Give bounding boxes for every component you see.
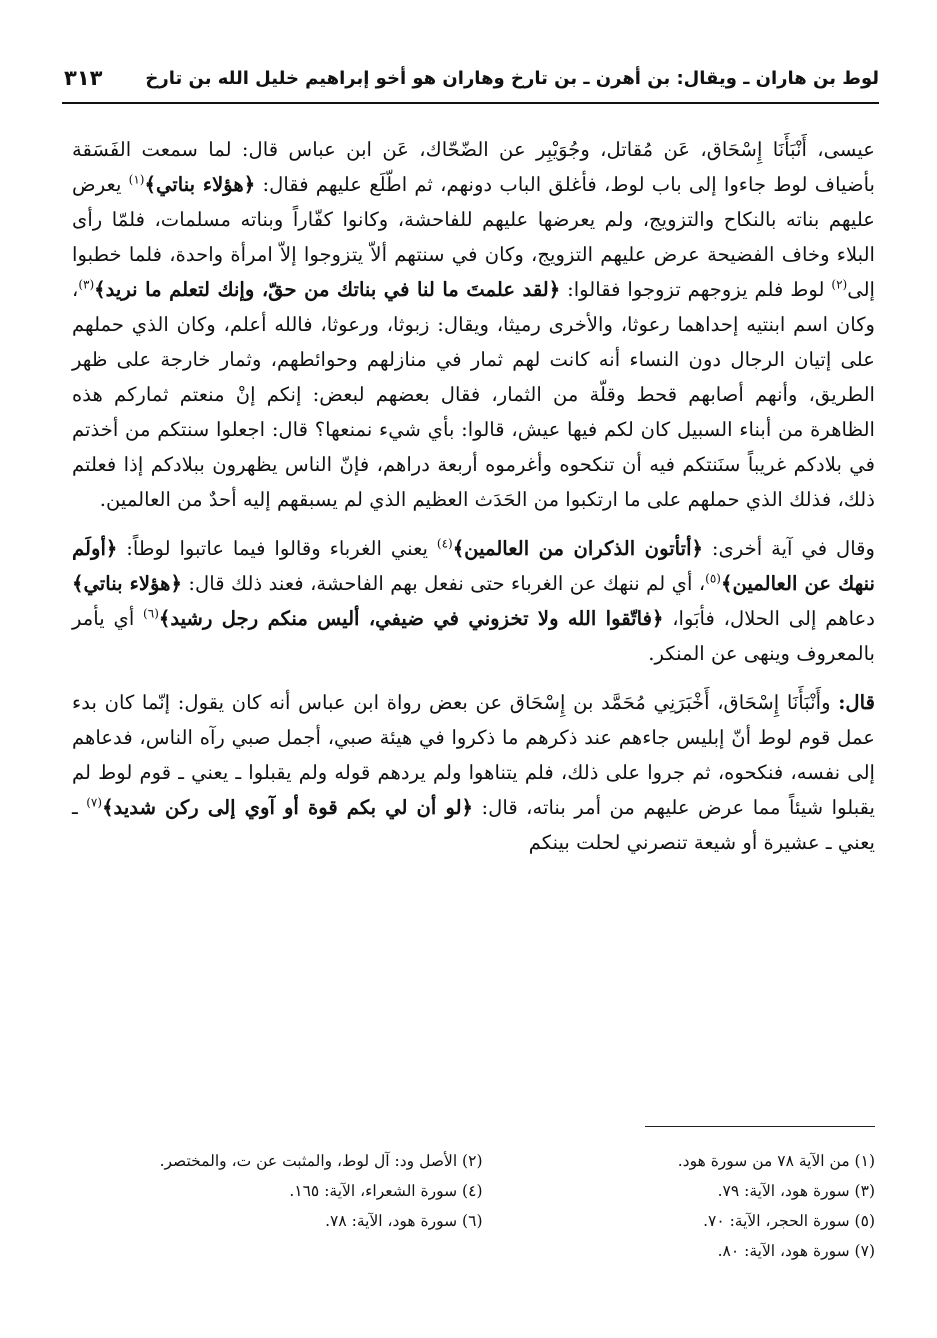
text-run: عيسى، أَنْبَأَنَا إِسْحَاق، عَن مُقاتل، وجُوَيْبِر عن الضّحّاك، عَن ابن عباس قال: لما سمعت الفَسَقة بأضياف لوط جاءوا إلى باب لوط، فأغلق الباب دونهم، ثم اطّلَع عليهم فقال: [72, 138, 876, 196]
footnote-2: (٢) الأصل ود: آل لوط، والمثبت عن ت، والمختصر. [159, 1152, 483, 1170]
footnote-ref: (٤) [436, 536, 453, 551]
text-run: دعاهم إلى الحلال، فأبَوا، [663, 607, 876, 630]
text-run: ، أي لم ننهك عن الغرباء حتى نفعل بهم الفاحشة، فعند ذلك قال: [181, 572, 706, 595]
footnote-4: (٤) سورة الشعراء، الآية: ١٦٥. [289, 1182, 483, 1200]
main-text [72, 132, 875, 860]
quran-quote: ﴿أولَم ننهك عن العالمين﴾ [72, 537, 875, 595]
paragraph-lead: قال: [838, 691, 875, 714]
footnote-ref: (٣) [78, 277, 95, 292]
text-run: يعرض عليهم بناته بالنكاح والتزويج، ولم يعرضها عليهم للفاحشة، وكانوا كفّاراً وبناته مسلمات، فلمّا رأى البلاء وخاف الفضيحة عرض عليهم التزويج، وكان في سنتهم ألاّ يتزوجوا إلاّ امرأة واحدة، فلما خطبوا إلى [72, 173, 875, 301]
footnote-column-right [483, 1146, 876, 1266]
text-run: لوط فلم يزوجهم تزوجوا فقالوا: [560, 278, 832, 301]
footnote-1: (١) من الآية ٧٨ من سورة هود. [677, 1152, 875, 1170]
text-run: ـ يعني ـ عشيرة أو شيعة تنصرني لحلت بينكم [72, 796, 875, 854]
footnote-ref: (١) [128, 172, 145, 187]
running-header [62, 62, 879, 104]
footnote-divider [645, 1126, 875, 1127]
paragraph-1 [72, 132, 875, 517]
text-run: أي يأمر بالمعروف وينهى عن المنكر. [72, 607, 875, 665]
footnote-6: (٦) سورة هود، الآية: ٧٨. [325, 1212, 483, 1230]
footnotes [90, 1146, 875, 1266]
quran-quote: ﴿أتأتون الذكران من العالمين﴾ [452, 537, 703, 560]
text-run: ، وكان اسم ابنتيه إحداهما رعوثا، والأخرى رميثا، ويقال: زبوثا، ورعوثا، فالله أعلم، وكان الذي حملهم على إتيان الرجال دون النساء أنه كانت لهم ثمار في منازلهم وحوائطهم، وثمار خارجة على ظهر الطريق، وأنهم أصابهم قحط وقلّة من الثمار، فقال بعضهم لبعض: إنكم إنْ منعتم ثماركم هذه الظاهرة من أبناء السبيل كان لكم فيها عيش، قالوا: بأي شيء نمنعها؟ قال: اجعلوا سنتكم من أخذتم في بلادكم غريباً سنَنتكم فيه أن تنكحوه وأغرموه أربعة دراهم، فإنّ الناس يظهرون ببلادكم إذا فعلتم ذلك، فذلك الذي حملهم على ما ارتكبوا من الحَدَث العظيم الذي لم يسبقهم إليه أحدٌ من العالمين. [72, 278, 876, 511]
footnote-column-left [90, 1146, 483, 1266]
paragraph-2 [72, 531, 875, 671]
footnote-3: (٣) سورة هود، الآية: ٧٩. [717, 1182, 875, 1200]
footnote-columns [90, 1146, 875, 1266]
text-run: يعني الغرباء وقالوا فيما عاتبوا لوطاً: [117, 537, 437, 560]
footnote-5: (٥) سورة الحجر، الآية: ٧٠. [703, 1212, 875, 1230]
footnote-ref: (٥) [705, 571, 721, 586]
quran-quote: ﴿لو أن لي بكم قوة أو آوي إلى ركن شديد﴾ [102, 796, 474, 819]
quran-quote: ﴿فاتّقوا الله ولا تخزوني في ضيفي، أليس منكم رجل رشيد﴾ [158, 607, 664, 630]
running-title: لوط بن هاران ـ ويقال: بن أهرن ـ بن تارخ وهاران هو أخو إبراهيم خليل الله بن تارخ [145, 68, 879, 89]
footnote-ref: (٧) [86, 795, 103, 810]
footnote-ref: (٦) [143, 606, 159, 621]
quran-quote: ﴿هؤلاء بناتي﴾ [144, 173, 256, 196]
text-run: وقال في آية أخرى: [703, 537, 875, 560]
paragraph-3 [72, 685, 875, 860]
footnote-ref: (٢) [831, 277, 848, 292]
quran-quote: ﴿هؤلاء بناتي﴾ [72, 572, 182, 595]
quran-quote: ﴿لقد علمتَ ما لنا في بناتك من حقّ، وإنك لتعلم ما نريد﴾ [94, 278, 561, 301]
text-run: وأَنْبَأَنَا إِسْحَاق، أَخْبَرَنِي مُحَمَّد بن إِسْحَاق عن بعض رواة ابن عباس أنه كان يقول: إنّما كان بدء عمل قوم لوط أنّ إبليس جاءهم عند ذكرهم ما ذكروا في هيئة صبي، أجمل صبي رآه الناس، فدعاهم إلى نفسه، فنكحوه، ثم جروا على ذلك، فلم يتناهوا ولم يردهم قوله ولم يقبلوا ـ يعني ـ قوم لوط لم يقبلوا شيئاً مما عرض عليهم من أمر بناته، قال: [72, 691, 875, 819]
page-number: ٣١٣ [64, 66, 103, 90]
footnote-7: (٧) سورة هود، الآية: ٨٠. [717, 1242, 875, 1260]
